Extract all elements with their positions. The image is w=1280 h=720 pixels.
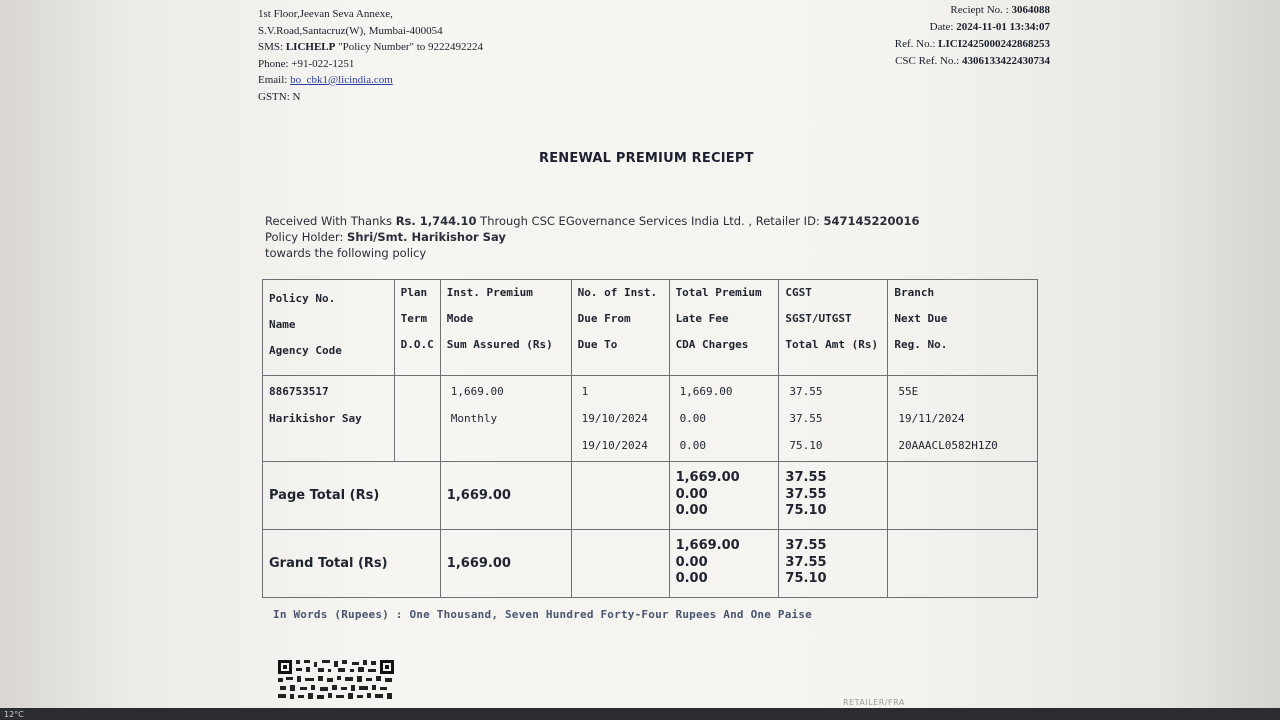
csc-ref-line: [895, 53, 1050, 70]
header-name: Name: [269, 318, 296, 331]
grand-total-inst: 1,669.00: [440, 530, 571, 598]
receipt-intro: [265, 213, 919, 261]
page-total-branch-cell: [888, 462, 1038, 530]
cda-charges-value: 0.00: [679, 439, 707, 452]
sum-assured-value: [451, 432, 565, 459]
ref-number-label: Ref. No.:: [894, 38, 939, 50]
term-value: [401, 405, 434, 432]
office-address: [258, 6, 483, 105]
no-of-inst-value: 1: [581, 385, 589, 398]
sms-number: "Policy Number" to 9222492224: [335, 41, 484, 53]
policy-holder-label: Policy Holder:: [265, 230, 348, 244]
header-term: Term: [400, 312, 428, 325]
header-policy-no: Policy No.: [269, 292, 336, 305]
sms-keyword: LICHELP: [285, 41, 336, 53]
header-next-due: Next Due: [894, 312, 948, 325]
grand-total-late-fee: 0.00: [675, 554, 708, 570]
ref-number: LICI2425000242868253: [938, 38, 1050, 50]
branch-value: 55E: [898, 385, 919, 398]
policy-holder-name: Shri/Smt. Harikishor Say: [347, 230, 506, 244]
page-total-empty-cell: [571, 462, 669, 530]
csc-ref-number: 4306133422430734: [962, 55, 1050, 67]
email-link[interactable]: bo_cbk1@licindia.com: [290, 74, 393, 86]
late-fee-value: 0.00: [679, 412, 707, 425]
csc-ref-label: CSC Ref. No.:: [895, 55, 962, 67]
due-to-value: 19/10/2024: [581, 439, 648, 452]
taskbar: [0, 708, 1280, 720]
next-due-value: 19/11/2024: [898, 412, 965, 425]
intro-received-text: Received With Thanks: [265, 214, 396, 228]
table-header-row: [263, 280, 1038, 376]
header-cgst: CGST: [785, 286, 812, 299]
cell-premium: [440, 376, 571, 462]
policy-table: [262, 279, 1038, 598]
inst-premium-value: 1,669.00: [450, 385, 504, 398]
header-inst-premium: Inst. Premium: [446, 286, 533, 299]
mode-value: Monthly: [450, 412, 498, 425]
header-cda-charges: CDA Charges: [675, 338, 749, 351]
receipt-number-label: Reciept No. :: [950, 4, 1012, 16]
agency-code: [269, 432, 388, 459]
sgst-value: 37.55: [789, 412, 823, 425]
page-total-premium-value: 1,669.00: [675, 470, 740, 485]
receipt-date: 2024-11-01 13:34:07: [956, 21, 1050, 33]
cell-policy: [263, 376, 395, 462]
ref-number-line: [895, 36, 1050, 53]
retailer-footer-text: RETAILER/FRA: [843, 698, 905, 707]
page-total-label: Page Total (Rs): [263, 462, 441, 530]
sms-line: [258, 39, 483, 56]
page-total-row: [263, 462, 1038, 530]
receipt-number: 3064088: [1011, 4, 1050, 16]
plan-value: [401, 378, 434, 405]
header-plan: [394, 280, 440, 376]
page-total-cgst: 37.55: [785, 470, 827, 485]
intro-amount: Rs. 1,744.10: [395, 214, 477, 228]
intro-line-2: [265, 229, 919, 245]
header-due-from: Due From: [577, 312, 631, 325]
cell-total-premium: [669, 376, 779, 462]
header-policy: [263, 280, 395, 376]
cell-plan: [394, 376, 440, 462]
grand-total-empty-cell: [571, 530, 669, 598]
header-installments: [571, 280, 669, 376]
header-total-premium-label: Total Premium: [675, 286, 762, 299]
header-branch-label: Branch: [894, 286, 935, 299]
page-total-tax: [779, 462, 888, 530]
header-total-premium: [669, 280, 779, 376]
header-mode: Mode: [446, 312, 474, 325]
grand-total-sgst: 37.55: [785, 554, 827, 570]
grand-total-premium: [669, 530, 779, 598]
reg-no-value: 20AAACL0582H1Z0: [898, 439, 998, 452]
total-premium-value: 1,669.00: [679, 385, 733, 398]
email-label: Email:: [258, 74, 291, 86]
email-line: [258, 72, 483, 89]
header-agency-code: Agency Code: [269, 344, 342, 357]
grand-total-premium-value: 1,669.00: [675, 538, 740, 553]
table-row: [263, 376, 1038, 462]
header-premium: [440, 280, 571, 376]
page-total-inst: 1,669.00: [440, 462, 571, 530]
intro-line-1: [265, 213, 919, 229]
weather-temperature[interactable]: 12°C: [4, 710, 24, 719]
receipt-date-label: Date:: [929, 21, 957, 33]
page-total-late-fee: 0.00: [675, 486, 708, 502]
grand-total-label: Grand Total (Rs): [263, 530, 441, 598]
policy-name: Harikishor Say: [269, 412, 362, 425]
header-late-fee: Late Fee: [675, 312, 729, 325]
address-line-2: S.V.Road,Santacruz(W), Mumbai-400054: [258, 24, 443, 37]
gstn-line: GSTN: N: [258, 90, 301, 103]
header-sgst: SGST/UTGST: [785, 312, 852, 325]
address-line-1: 1st Floor,Jeevan Seva Annexe,: [258, 8, 393, 20]
doc-value: [401, 432, 434, 459]
intro-line-3: towards the following policy: [265, 246, 427, 260]
grand-total-amt: 75.10: [785, 571, 827, 586]
header-plan-label: Plan: [400, 286, 428, 299]
intro-through-text: Through CSC EGovernance Services India Ltd. , Retailer ID:: [476, 214, 824, 228]
grand-total-tax: [779, 530, 888, 598]
qr-code-icon: [278, 660, 394, 700]
amount-in-words: In Words (Rupees) : One Thousand, Seven Hundred Forty-Four Rupees And One Paise: [273, 608, 812, 621]
receipt-number-line: [895, 2, 1050, 19]
page-total-premium: [669, 462, 779, 530]
header-no-of-inst: No. of Inst.: [577, 286, 658, 299]
grand-total-row: [263, 530, 1038, 598]
receipt-date-line: [895, 19, 1050, 36]
header-total-amt: Total Amt (Rs): [785, 338, 879, 351]
header-sum-assured: Sum Assured (Rs): [446, 338, 553, 351]
sms-prefix: SMS:: [258, 41, 286, 53]
total-amt-value: 75.10: [789, 439, 823, 452]
page-total-sgst: 37.55: [785, 486, 827, 502]
header-doc: D.O.C: [400, 338, 434, 351]
cell-tax: [779, 376, 888, 462]
phone-line: Phone: +91-022-1251: [258, 57, 355, 70]
policy-number: 886753517: [269, 385, 329, 398]
grand-total-cda: 0.00: [675, 571, 708, 586]
receipt-references: [895, 2, 1050, 70]
header-branch: [888, 280, 1038, 376]
receipt-title: RENEWAL PREMIUM RECIEPT: [539, 151, 754, 166]
due-from-value: 19/10/2024: [581, 412, 648, 425]
header-due-to: Due To: [577, 338, 618, 351]
page-total-amt: 75.10: [785, 503, 827, 518]
header-reg-no: Reg. No.: [894, 338, 948, 351]
cgst-value: 37.55: [789, 385, 823, 398]
grand-total-cgst: 37.55: [785, 538, 827, 553]
page-total-cda: 0.00: [675, 503, 708, 518]
cell-branch: [888, 376, 1038, 462]
header-tax: [779, 280, 888, 376]
retailer-id: 547145220016: [823, 214, 920, 228]
grand-total-branch-cell: [888, 530, 1038, 598]
cell-installments: [571, 376, 669, 462]
